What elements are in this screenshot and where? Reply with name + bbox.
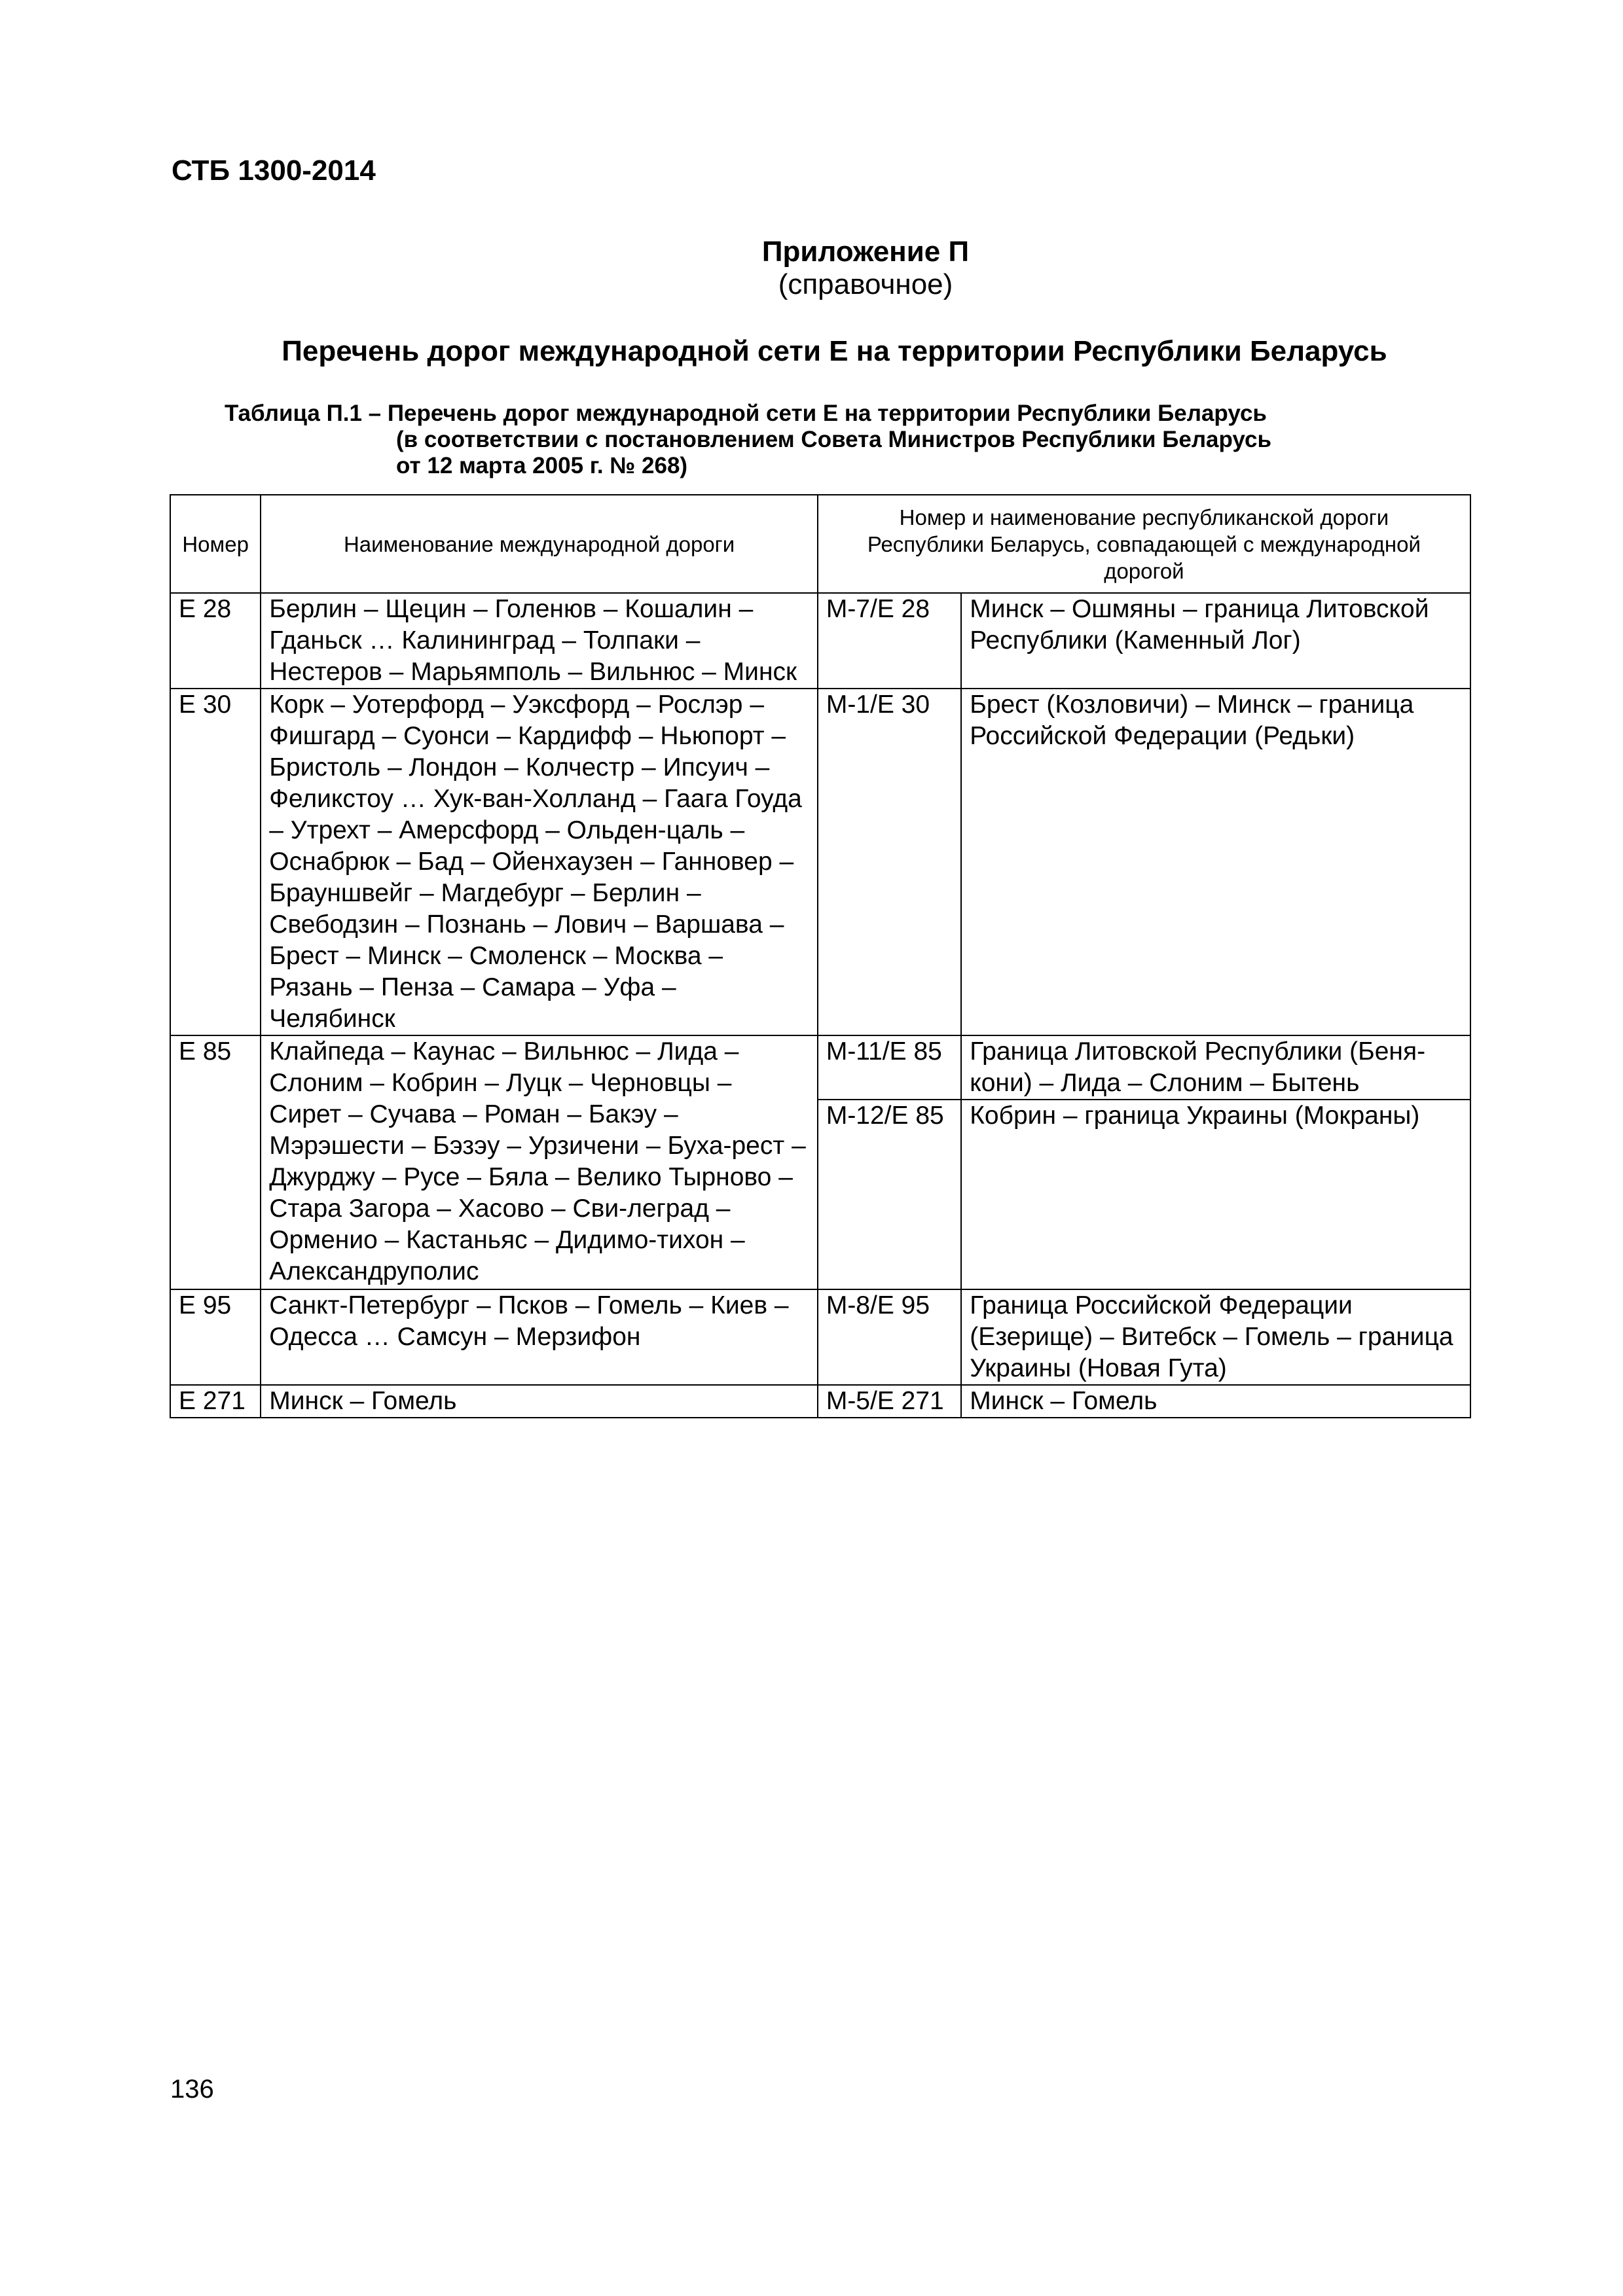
table-caption-line-3: от 12 марта 2005 г. № 268) — [396, 453, 688, 478]
cell-name: Корк – Уотерфорд – Уэксфорд – Рослэр – Фишгард – Суонси – Кардифф – Ньюпорт – Бристоль – Лондон – Колчестр – Ипсуич – Феликстоу … Хук-ван-Холланд – Гаага Гоуда – Утрехт – Амерсфорд – Ольден-цаль – Оснабрюк – Бад – Ойенхаузен – Ганновер – Брауншвейг – Магдебург – Берлин – Свебодзин – Познань – Лович – Варшава – Брест – Минск – Смоленск – Москва – Рязань – Пенза – Самара – Уфа – Челябинск — [261, 689, 818, 1035]
cell-number: E 85 — [170, 1035, 261, 1289]
cell-name: Санкт-Петербург – Псков – Гомель – Киев – Одесса … Самсун – Мерзифон — [261, 1289, 818, 1385]
annex-title: Приложение П — [761, 236, 970, 268]
list-title: Перечень дорог международной сети E на территории Республики Беларусь — [282, 335, 1387, 367]
document-code: СТБ 1300-2014 — [172, 154, 376, 187]
cell-road-name: Минск – Ошмяны – граница Литовской Республики (Каменный Лог) — [961, 593, 1470, 689]
cell-road-name: Минск – Гомель — [961, 1385, 1470, 1418]
cell-road-code: М-5/Е 271 — [818, 1385, 961, 1418]
cell-number: E 30 — [170, 689, 261, 1035]
roads-table — [170, 494, 1471, 1418]
cell-number: E 95 — [170, 1289, 261, 1385]
cell-road-code: М-8/Е 95 — [818, 1289, 961, 1385]
cell-road-code: М-11/Е 85 — [818, 1035, 961, 1100]
table-row — [170, 1289, 1470, 1385]
cell-road-code: М-1/Е 30 — [818, 689, 961, 1035]
cell-name: Минск – Гомель — [261, 1385, 818, 1418]
page-number: 136 — [170, 2075, 214, 2104]
cell-number: E 28 — [170, 593, 261, 689]
table-row — [170, 1385, 1470, 1418]
cell-road-name: Кобрин – граница Украины (Мокраны) — [961, 1100, 1470, 1289]
cell-road-name: Граница Российской Федерации (Езерище) – Витебск – Гомель – граница Украины (Новая Гута) — [961, 1289, 1470, 1385]
table-row — [170, 689, 1470, 1035]
cell-name: Клайпеда – Каунас – Вильнюс – Лида – Слоним – Кобрин – Луцк – Черновцы – Сирет – Сучава – Роман – Бакэу – Мэрэшести – Бэзэу – Урзичени – Буха-рест – Джурджу – Русе – Бяла – Велико Тырново – Стара Загора – Хасово – Сви-леград – Орменио – Кастаньяс – Дидимо-тихон – Александруполис — [261, 1035, 818, 1289]
table-caption — [225, 401, 1271, 479]
table-caption-line-2: (в соответствии с постановлением Совета Министров Республики Беларусь — [396, 427, 1272, 452]
cell-road-name: Граница Литовской Республики (Беня-кони) – Лида – Слоним – Бытень — [961, 1035, 1470, 1100]
table-header-row — [170, 495, 1470, 593]
cell-road-name: Брест (Козловичи) – Минск – граница Российской Федерации (Редьки) — [961, 689, 1470, 1035]
cell-road-code: М-12/Е 85 — [818, 1100, 961, 1289]
table-row — [170, 1035, 1470, 1100]
header-number: Номер — [170, 495, 261, 593]
annex-subtitle: (справочное) — [778, 268, 953, 300]
cell-road-code: М-7/Е 28 — [818, 593, 961, 689]
cell-name: Берлин – Щецин – Голенюв – Кошалин – Гданьск … Калининград – Толпаки – Нестеров – Марьямполь – Вильнюс – Минск — [261, 593, 818, 689]
table-row — [170, 593, 1470, 689]
header-name: Наименование международной дороги — [261, 495, 818, 593]
header-republic: Номер и наименование республиканской дороги Республики Беларусь, совпадающей с международной дорогой — [818, 495, 1470, 593]
cell-number: E 271 — [170, 1385, 261, 1418]
table-caption-line-1: Таблица П.1 – Перечень дорог международной сети E на территории Республики Беларусь — [225, 401, 1267, 426]
